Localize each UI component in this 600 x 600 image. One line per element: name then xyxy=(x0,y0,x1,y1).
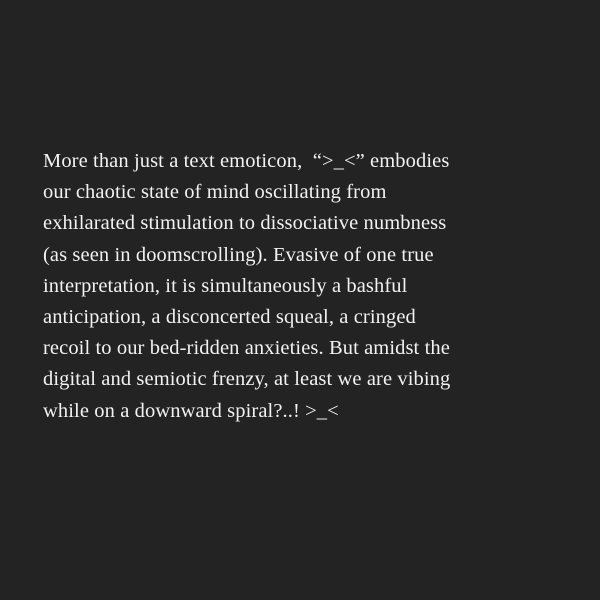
text-line-3: exhilarated stimulation to dissociative numbness xyxy=(43,212,447,235)
text-line-9: while on a downward spiral?..! >_< xyxy=(43,399,339,422)
text-line-8: digital and semiotic frenzy, at least we are vibing xyxy=(43,368,451,391)
post-text-block xyxy=(43,146,583,427)
text-line-6: anticipation, a disconcerted squeal, a cringed xyxy=(43,306,416,329)
text-line-5: interpretation, it is simultaneously a bashful xyxy=(43,274,408,297)
text-line-1: More than just a text emoticon, “>_<” embodies xyxy=(43,150,450,172)
text-line-7: recoil to our bed-ridden anxieties. But amidst the xyxy=(43,337,450,360)
text-line-2: our chaotic state of mind oscillating from xyxy=(43,181,387,204)
text-line-4: (as seen in doomscrolling). Evasive of one true xyxy=(43,243,434,266)
